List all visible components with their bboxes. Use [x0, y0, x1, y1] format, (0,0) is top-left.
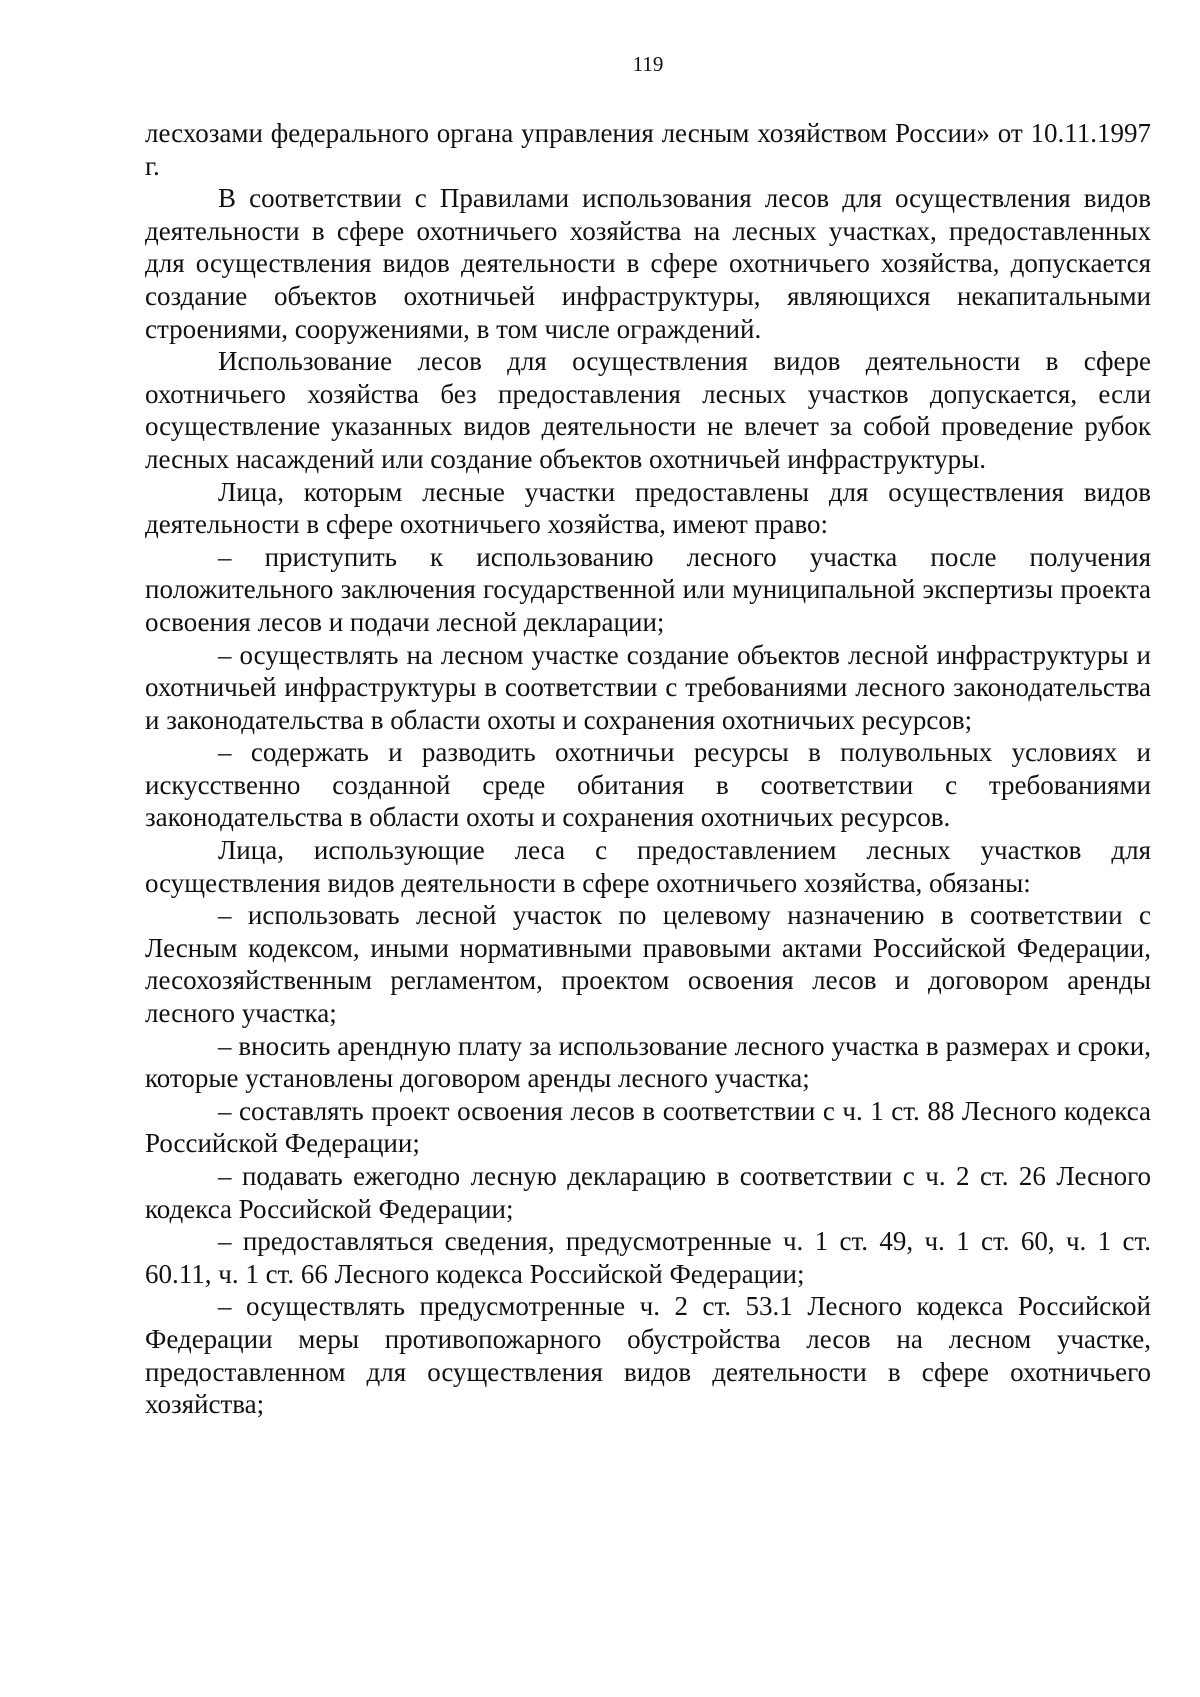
document-body: [145, 117, 1151, 1421]
list-item: – предоставляться сведения, предусмотренные ч. 1 ст. 49, ч. 1 ст. 60, ч. 1 ст. 60.11, ч. 1 ст. 66 Лесного кодекса Российской Федерации;: [145, 1226, 1151, 1289]
list-item: – использовать лесной участок по целевому назначению в соответствии с Лесным кодексом, иными нормативными правовыми актами Российской Федерации, лесохозяйственным регламентом, проектом освоения лесов и договором аренды лесного участка;: [145, 900, 1151, 1029]
list-item: – осуществлять на лесном участке создание объектов лесной инфраструктуры и охотничьей инфраструктуры в соответствии с требованиями лесного законодательства и законодательства в области охоты и сохранения охотничьих ресурсов;: [145, 639, 1151, 735]
list-item: – подавать ежегодно лесную декларацию в соответствии с ч. 2 ст. 26 Лесного кодекса Российской Федерации;: [145, 1161, 1151, 1224]
page-number: 119: [632, 52, 664, 76]
paragraph: лесхозами федерального органа управления лесным хозяйством России» от 10.11.1997 г.: [145, 118, 1151, 181]
paragraph: Лица, которым лесные участки предоставлены для осуществления видов деятельности в сфере охотничьего хозяйства, имеют право:: [145, 476, 1151, 540]
list-item: – содержать и разводить охотничьи ресурсы в полувольных условиях и искусственно созданной среде обитания в соответствии с требованиями законодательства в области охоты и сохранения охотничьих ресурсов.: [145, 737, 1151, 833]
list-item: – составлять проект освоения лесов в соответствии с ч. 1 ст. 88 Лесного кодекса Российской Федерации;: [145, 1095, 1151, 1159]
list-item: – вносить арендную плату за использование лесного участка в размерах и сроки, которые установлены договором аренды лесного участка;: [145, 1030, 1151, 1094]
paragraph: Лица, использующие леса с предоставлением лесных участков для осуществления видов деятельности в сфере охотничьего хозяйства, обязаны:: [145, 835, 1151, 898]
paragraph: В соответствии с Правилами использования лесов для осуществления видов деятельности в сфере охотничьего хозяйства на лесных участках, предоставленных для осуществления видов деятельности в сфере охотничьего хозяйства, допускается создание объектов охотничьей инфраструктуры, являющихся некапитальными строениями, сооружениями, в том числе ограждений.: [145, 183, 1151, 344]
paragraph: Использование лесов для осуществления видов деятельности в сфере охотничьего хозяйства без предоставления лесных участков допускается, если осуществление указанных видов деятельности не влечет за собой проведение рубок лесных насаждений или создание объектов охотничьей инфраструктуры.: [145, 346, 1151, 474]
list-item: – осуществлять предусмотренные ч. 2 ст. 53.1 Лесного кодекса Российской Федерации меры противопожарного обустройства лесов на лесном участке, предоставленном для осуществления видов деятельности в сфере охотничьего хозяйства;: [145, 1291, 1151, 1420]
list-item: – приступить к использованию лесного участка после получения положительного заключения государственной или муниципальной экспертизы проекта освоения лесов и подачи лесной декларации;: [145, 541, 1151, 637]
